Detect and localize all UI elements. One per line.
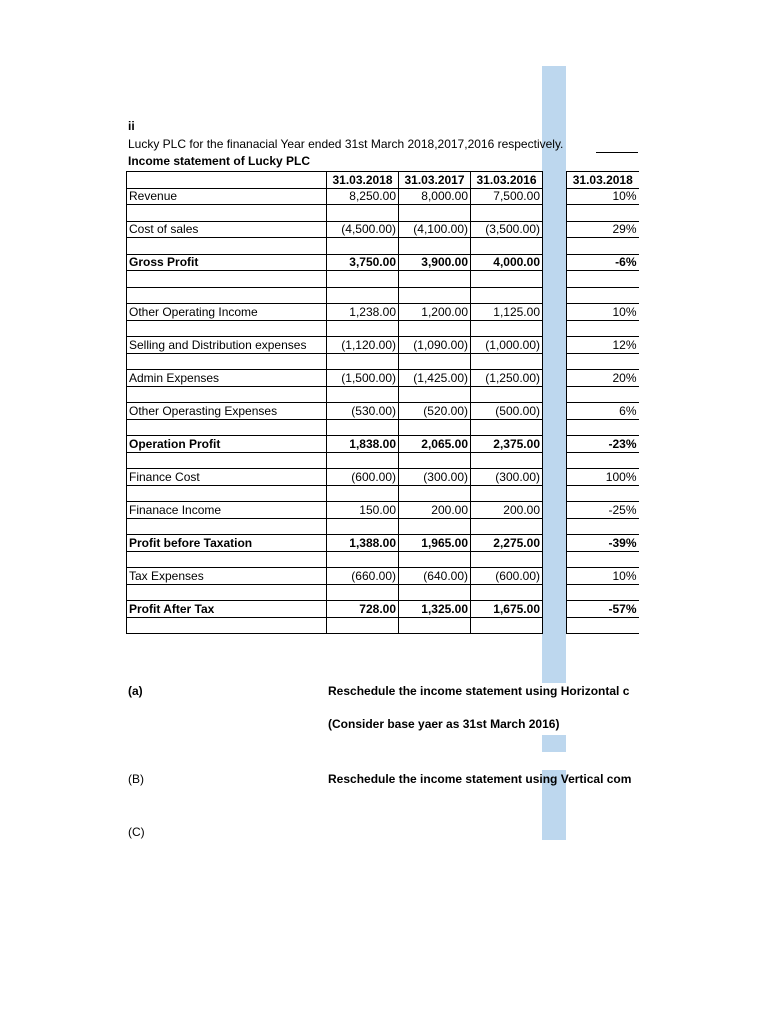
table-row	[127, 221, 639, 238]
gap-cell	[543, 370, 567, 387]
empty-cell	[127, 551, 327, 568]
empty-cell	[399, 485, 471, 502]
statement-title: Income statement of Lucky PLC	[128, 154, 311, 168]
row-label: Finance Cost	[127, 469, 327, 486]
empty-cell	[543, 287, 567, 304]
empty-cell	[327, 353, 399, 370]
empty-cell	[543, 584, 567, 601]
row-label: Profit before Taxation	[127, 535, 327, 552]
empty-cell	[127, 419, 327, 436]
empty-cell	[567, 485, 639, 502]
empty-cell	[399, 584, 471, 601]
percent-change: 6%	[567, 403, 639, 420]
value-2016: (600.00)	[471, 568, 543, 585]
table-row	[127, 304, 639, 321]
empty-cell	[127, 271, 327, 288]
highlight-gap	[542, 752, 566, 770]
empty-cell	[399, 271, 471, 288]
percent-change: -6%	[567, 254, 639, 271]
percent-change: 100%	[567, 469, 639, 486]
percent-change: -25%	[567, 502, 639, 519]
value-2017: (300.00)	[399, 469, 471, 486]
value-2017: (1,425.00)	[399, 370, 471, 387]
empty-cell	[399, 386, 471, 403]
value-2016: (1,250.00)	[471, 370, 543, 387]
column-header: 31.03.2018	[567, 172, 639, 189]
value-2016: 4,000.00	[471, 254, 543, 271]
empty-cell	[567, 205, 639, 222]
empty-cell	[127, 386, 327, 403]
question-b-text: Reschedule the income statement using Vertical com	[328, 772, 632, 786]
spacer-row	[127, 617, 639, 634]
value-2016: (300.00)	[471, 469, 543, 486]
empty-cell	[327, 551, 399, 568]
column-header: 31.03.2018	[327, 172, 399, 189]
empty-cell	[127, 320, 327, 337]
table-row	[127, 337, 639, 354]
value-2018: 1,838.00	[327, 436, 399, 453]
value-2016: (1,000.00)	[471, 337, 543, 354]
table-row	[127, 254, 639, 271]
empty-cell	[567, 320, 639, 337]
empty-cell	[327, 205, 399, 222]
empty-cell	[327, 287, 399, 304]
value-2018: 150.00	[327, 502, 399, 519]
empty-cell	[567, 452, 639, 469]
spacer-row	[127, 485, 639, 502]
empty-cell	[399, 419, 471, 436]
row-label: Cost of sales	[127, 221, 327, 238]
spacer-row	[127, 518, 639, 535]
empty-cell	[567, 386, 639, 403]
empty-cell	[567, 419, 639, 436]
empty-cell	[543, 617, 567, 634]
empty-cell	[327, 386, 399, 403]
value-2018: 1,238.00	[327, 304, 399, 321]
empty-cell	[543, 353, 567, 370]
empty-cell	[399, 551, 471, 568]
value-2016: 1,125.00	[471, 304, 543, 321]
gap-cell	[543, 535, 567, 552]
value-2017: (640.00)	[399, 568, 471, 585]
gap-cell	[543, 469, 567, 486]
spacer-row	[127, 320, 639, 337]
value-2017: 200.00	[399, 502, 471, 519]
empty-cell	[327, 485, 399, 502]
empty-cell	[327, 320, 399, 337]
empty-cell	[543, 320, 567, 337]
value-2018: 8,250.00	[327, 188, 399, 205]
gap-cell	[543, 221, 567, 238]
table-row	[127, 403, 639, 420]
empty-cell	[127, 617, 327, 634]
empty-cell	[399, 205, 471, 222]
percent-change: -57%	[567, 601, 639, 618]
row-label: Finanace Income	[127, 502, 327, 519]
empty-cell	[327, 617, 399, 634]
empty-cell	[127, 205, 327, 222]
empty-cell	[327, 452, 399, 469]
empty-cell	[399, 353, 471, 370]
header-label	[127, 172, 327, 189]
empty-cell	[471, 617, 543, 634]
table-row	[127, 436, 639, 453]
empty-cell	[399, 238, 471, 255]
row-label: Tax Expenses	[127, 568, 327, 585]
empty-cell	[327, 419, 399, 436]
percent-change: -23%	[567, 436, 639, 453]
row-label: Revenue	[127, 188, 327, 205]
empty-cell	[543, 452, 567, 469]
spacer-row	[127, 386, 639, 403]
value-2016: 7,500.00	[471, 188, 543, 205]
value-2017: 1,200.00	[399, 304, 471, 321]
row-label: Other Operasting Expenses	[127, 403, 327, 420]
value-2016: 200.00	[471, 502, 543, 519]
value-2017: (1,090.00)	[399, 337, 471, 354]
empty-cell	[471, 320, 543, 337]
empty-cell	[399, 320, 471, 337]
row-label: Other Operating Income	[127, 304, 327, 321]
gap-cell	[543, 337, 567, 354]
value-2017: 3,900.00	[399, 254, 471, 271]
empty-cell	[127, 518, 327, 535]
table-row	[127, 568, 639, 585]
empty-cell	[471, 452, 543, 469]
section-ref: ii	[128, 119, 135, 133]
empty-cell	[471, 584, 543, 601]
empty-cell	[471, 551, 543, 568]
value-2017: 1,965.00	[399, 535, 471, 552]
percent-change: 10%	[567, 188, 639, 205]
empty-cell	[399, 518, 471, 535]
empty-cell	[471, 485, 543, 502]
value-2018: 1,388.00	[327, 535, 399, 552]
row-label: Profit After Tax	[127, 601, 327, 618]
value-2018: (1,500.00)	[327, 370, 399, 387]
empty-cell	[567, 238, 639, 255]
column-header	[543, 172, 567, 189]
spacer-row	[127, 238, 639, 255]
value-2016: 2,375.00	[471, 436, 543, 453]
empty-cell	[127, 238, 327, 255]
question-a-text: Reschedule the income statement using Horizontal c	[328, 684, 630, 698]
value-2018: (600.00)	[327, 469, 399, 486]
gap-cell	[543, 188, 567, 205]
empty-cell	[543, 551, 567, 568]
value-2017: (4,100.00)	[399, 221, 471, 238]
empty-cell	[543, 271, 567, 288]
value-2018: 3,750.00	[327, 254, 399, 271]
gap-cell	[543, 403, 567, 420]
value-2016: (3,500.00)	[471, 221, 543, 238]
empty-cell	[127, 452, 327, 469]
empty-cell	[471, 386, 543, 403]
percent-change: 12%	[567, 337, 639, 354]
empty-cell	[399, 287, 471, 304]
empty-cell	[127, 485, 327, 502]
empty-cell	[471, 419, 543, 436]
empty-cell	[127, 353, 327, 370]
company-title: Lucky PLC for the finanacial Year ended 31st March 2018,2017,2016 respectively.	[128, 137, 564, 151]
spacer-row	[127, 584, 639, 601]
empty-cell	[471, 287, 543, 304]
spacer-row	[127, 287, 639, 304]
percent-change: -39%	[567, 535, 639, 552]
gap-cell	[543, 304, 567, 321]
row-label: Selling and Distribution expenses	[127, 337, 327, 354]
row-label: Operation Profit	[127, 436, 327, 453]
empty-cell	[327, 518, 399, 535]
question-a-note: (Consider base yaer as 31st March 2016)	[328, 717, 560, 731]
table-row	[127, 188, 639, 205]
gap-cell	[543, 568, 567, 585]
spacer-row	[127, 419, 639, 436]
spacer-row	[127, 353, 639, 370]
question-b-label: (B)	[128, 772, 144, 786]
value-2016: (500.00)	[471, 403, 543, 420]
value-2017: 2,065.00	[399, 436, 471, 453]
empty-cell	[471, 271, 543, 288]
question-c-label: (C)	[128, 825, 145, 839]
empty-cell	[567, 287, 639, 304]
empty-cell	[543, 205, 567, 222]
column-header: 31.03.2017	[399, 172, 471, 189]
table-row	[127, 469, 639, 486]
gap-cell	[543, 601, 567, 618]
row-label: Gross Profit	[127, 254, 327, 271]
percent-change: 20%	[567, 370, 639, 387]
empty-cell	[399, 452, 471, 469]
empty-cell	[471, 518, 543, 535]
value-2017: (520.00)	[399, 403, 471, 420]
empty-cell	[567, 271, 639, 288]
empty-cell	[543, 238, 567, 255]
table-row	[127, 601, 639, 618]
percent-change: 10%	[567, 304, 639, 321]
value-2018: (530.00)	[327, 403, 399, 420]
table-row	[127, 502, 639, 519]
spacer-row	[127, 551, 639, 568]
table-row	[127, 370, 639, 387]
title-rule	[596, 152, 638, 153]
spacer-row	[127, 271, 639, 288]
value-2017: 1,325.00	[399, 601, 471, 618]
empty-cell	[327, 584, 399, 601]
empty-cell	[567, 584, 639, 601]
percent-change: 29%	[567, 221, 639, 238]
value-2018: (1,120.00)	[327, 337, 399, 354]
empty-cell	[471, 205, 543, 222]
empty-cell	[567, 518, 639, 535]
empty-cell	[327, 238, 399, 255]
empty-cell	[567, 551, 639, 568]
income-statement-table	[126, 171, 639, 634]
empty-cell	[399, 617, 471, 634]
spacer-row	[127, 205, 639, 222]
value-2016: 2,275.00	[471, 535, 543, 552]
empty-cell	[543, 518, 567, 535]
empty-cell	[543, 485, 567, 502]
empty-cell	[567, 617, 639, 634]
gap-cell	[543, 436, 567, 453]
empty-cell	[543, 386, 567, 403]
header-row	[127, 172, 639, 189]
question-a-label: (a)	[128, 684, 143, 698]
empty-cell	[327, 271, 399, 288]
value-2017: 8,000.00	[399, 188, 471, 205]
empty-cell	[567, 353, 639, 370]
value-2018: (660.00)	[327, 568, 399, 585]
empty-cell	[127, 287, 327, 304]
value-2016: 1,675.00	[471, 601, 543, 618]
column-header: 31.03.2016	[471, 172, 543, 189]
value-2018: (4,500.00)	[327, 221, 399, 238]
value-2018: 728.00	[327, 601, 399, 618]
gap-cell	[543, 254, 567, 271]
spacer-row	[127, 452, 639, 469]
percent-change: 10%	[567, 568, 639, 585]
empty-cell	[471, 353, 543, 370]
row-label: Admin Expenses	[127, 370, 327, 387]
table-row	[127, 535, 639, 552]
empty-cell	[543, 419, 567, 436]
empty-cell	[127, 584, 327, 601]
empty-cell	[471, 238, 543, 255]
gap-cell	[543, 502, 567, 519]
